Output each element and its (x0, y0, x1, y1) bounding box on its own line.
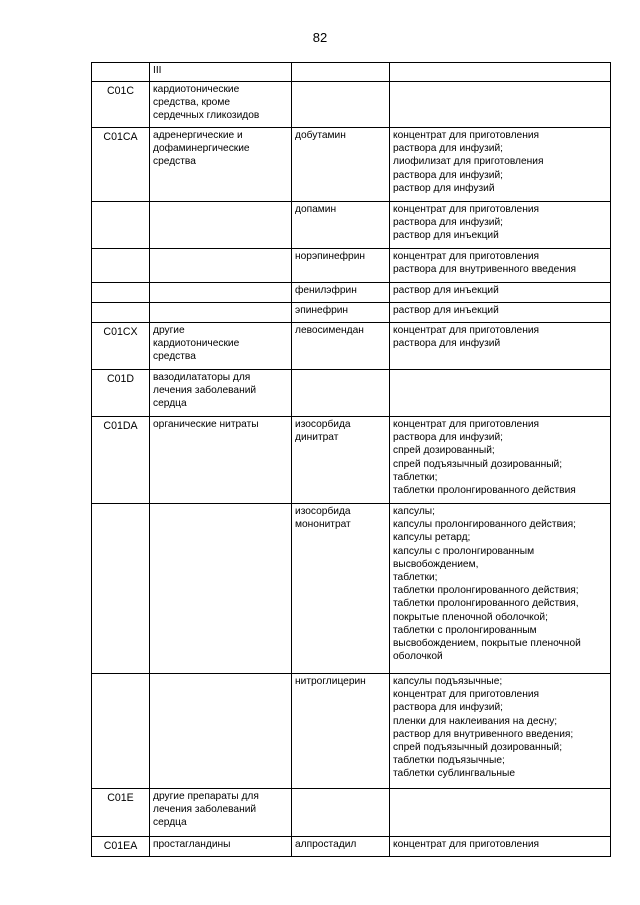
atc-code-cell (92, 249, 150, 283)
page-number: 82 (312, 30, 328, 45)
dosage-forms-cell: раствор для инъекций (390, 283, 611, 303)
dosage-forms-cell: концентрат для приготовления раствора для инфузий; раствор для инъекций (390, 202, 611, 249)
atc-code-cell (92, 63, 150, 82)
atc-code-cell (92, 202, 150, 249)
table-row (92, 417, 611, 504)
atc-code-cell: C01E (92, 789, 150, 837)
dosage-forms-cell (390, 82, 611, 128)
atc-group-cell (150, 303, 292, 323)
dosage-forms-cell: концентрат для приготовления раствора для внутривенного введения (390, 249, 611, 283)
atc-code-cell: C01DA (92, 417, 150, 504)
atc-code-cell (92, 283, 150, 303)
drug-name-cell: норэпинефрин (292, 249, 390, 283)
drug-name-cell: нитроглицерин (292, 674, 390, 789)
atc-group-cell: кардиотонические средства, кроме сердечных гликозидов (150, 82, 292, 128)
atc-group-cell: простагландины (150, 837, 292, 857)
dosage-forms-cell: концентрат для приготовления раствора для инфузий; спрей дозированный; спрей подъязычный дозированный; таблетки; таблетки пролонгированного действия (390, 417, 611, 504)
table-row (92, 674, 611, 789)
atc-code-cell (92, 303, 150, 323)
atc-code-cell: C01D (92, 370, 150, 417)
atc-group-cell (150, 504, 292, 674)
dosage-forms-cell: концентрат для приготовления раствора для инфузий (390, 323, 611, 370)
drug-name-cell: левосимендан (292, 323, 390, 370)
dosage-forms-cell: капсулы; капсулы пролонгированного действия; капсулы ретард; капсулы с пролонгированным высвобождением, таблетки; таблетки пролонгированного действия; таблетки пролонгированного действия, покрытые пленочной оболочкой; таблетки с пролонгированным высвобождением, покрытые пленочной оболочкой (390, 504, 611, 674)
atc-code-cell (92, 504, 150, 674)
atc-group-cell (150, 283, 292, 303)
atc-group-cell: III (150, 63, 292, 82)
atc-group-cell: адренергические и дофаминергические средства (150, 128, 292, 202)
table-row (92, 504, 611, 674)
drug-name-cell (292, 63, 390, 82)
drug-table (91, 62, 611, 857)
table-row (92, 63, 611, 82)
atc-group-cell: другие кардиотонические средства (150, 323, 292, 370)
dosage-forms-cell: раствор для инъекций (390, 303, 611, 323)
dosage-forms-cell: концентрат для приготовления (390, 837, 611, 857)
table-row (92, 323, 611, 370)
table-row (92, 128, 611, 202)
atc-code-cell (92, 674, 150, 789)
table-row (92, 202, 611, 249)
table-row (92, 789, 611, 837)
dosage-forms-cell: концентрат для приготовления раствора для инфузий; лиофилизат для приготовления раствора для инфузий; раствор для инфузий (390, 128, 611, 202)
drug-name-cell: изосорбида мононитрат (292, 504, 390, 674)
dosage-forms-cell (390, 789, 611, 837)
atc-group-cell (150, 674, 292, 789)
table-body (92, 63, 611, 857)
drug-name-cell (292, 789, 390, 837)
atc-group-cell: другие препараты для лечения заболеваний сердца (150, 789, 292, 837)
atc-code-cell: C01CA (92, 128, 150, 202)
drug-name-cell: алпростадил (292, 837, 390, 857)
atc-group-cell (150, 249, 292, 283)
dosage-forms-cell (390, 63, 611, 82)
dosage-forms-cell (390, 370, 611, 417)
drug-name-cell (292, 82, 390, 128)
drug-name-cell: допамин (292, 202, 390, 249)
table-row (92, 82, 611, 128)
atc-code-cell: C01C (92, 82, 150, 128)
table-row (92, 837, 611, 857)
drug-name-cell: эпинефрин (292, 303, 390, 323)
drug-name-cell: фенилэфрин (292, 283, 390, 303)
table-row (92, 303, 611, 323)
atc-group-cell: органические нитраты (150, 417, 292, 504)
table-row (92, 370, 611, 417)
atc-code-cell: C01EA (92, 837, 150, 857)
table-row (92, 283, 611, 303)
drug-name-cell: изосорбида динитрат (292, 417, 390, 504)
atc-group-cell: вазодилататоры для лечения заболеваний сердца (150, 370, 292, 417)
drug-name-cell: добутамин (292, 128, 390, 202)
atc-group-cell (150, 202, 292, 249)
dosage-forms-cell: капсулы подъязычные; концентрат для приготовления раствора для инфузий; пленки для наклеивания на десну; раствор для внутривенного введения; спрей подъязычный дозированный; таблетки подъязычные; таблетки сублингвальные (390, 674, 611, 789)
atc-code-cell: C01CX (92, 323, 150, 370)
table-row (92, 249, 611, 283)
drug-name-cell (292, 370, 390, 417)
